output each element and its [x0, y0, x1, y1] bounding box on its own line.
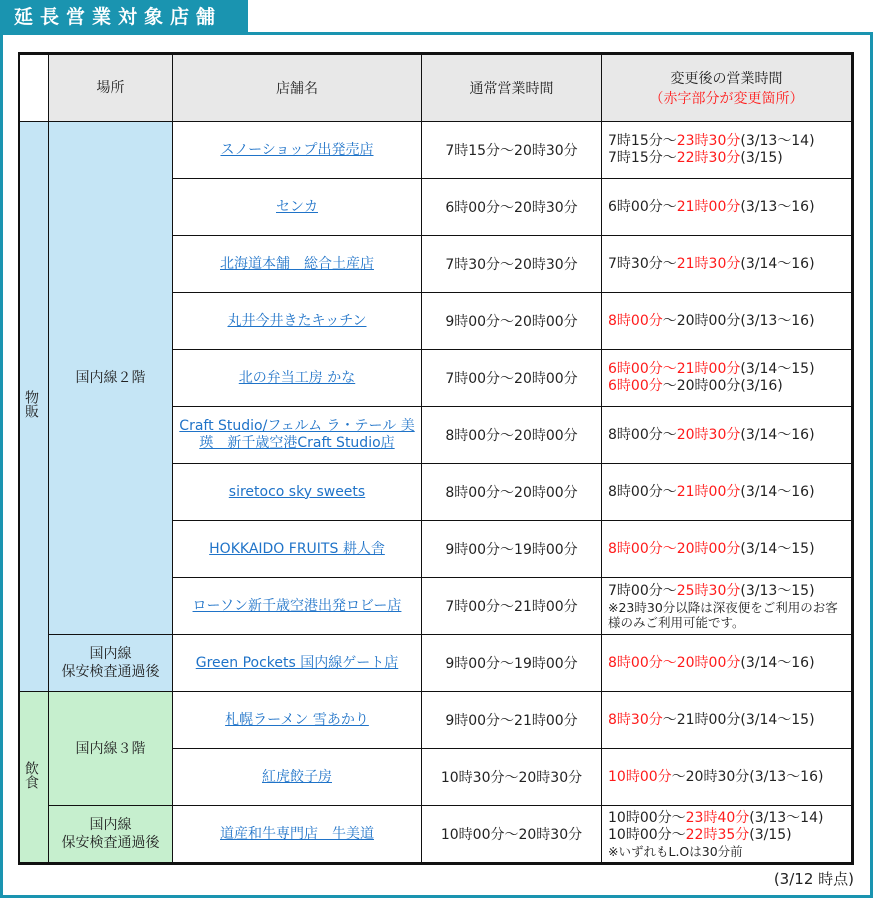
time-segment: 7時00分～: [608, 582, 677, 599]
changed-hours-line: [608, 361, 849, 378]
time-segment: ～20時00分(3/13～16): [662, 312, 815, 329]
changed-hours-line: [608, 484, 849, 501]
shop-link[interactable]: センカ: [276, 198, 318, 215]
time-segment: ～20時00分(3/16): [662, 378, 783, 394]
shop-link[interactable]: ローソン新千歳空港出発ロビー店: [192, 597, 402, 614]
category-label: 飲食: [23, 760, 39, 789]
header-normal-hours: 通常営業時間: [422, 54, 602, 122]
shop-link[interactable]: 丸井今井きたキッチン: [227, 312, 367, 329]
header-category: [19, 54, 49, 122]
table-body: [19, 122, 853, 864]
normal-hours: 7時15分～20時30分: [422, 122, 602, 179]
changed-hours-cell: [602, 293, 853, 350]
time-segment: 6時00分～: [608, 198, 677, 215]
shop-link[interactable]: Green Pockets 国内線ゲート店: [195, 654, 399, 671]
shop-link[interactable]: スノーショップ出発売店: [220, 141, 374, 158]
table-header-row: [19, 54, 853, 122]
changed-time-segment: 8時00分: [608, 312, 663, 329]
shop-cell: [173, 122, 422, 179]
shop-cell: [173, 521, 422, 578]
shop-cell: [173, 236, 422, 293]
location-label: 国内線２階: [75, 370, 146, 386]
header-shop: 店舗名: [173, 54, 422, 122]
changed-hours-line: [608, 256, 849, 273]
changed-hours-cell: [602, 236, 853, 293]
time-segment: (3/14～16): [740, 426, 815, 443]
shop-link[interactable]: 道産和牛専門店 牛美道: [220, 825, 374, 842]
header-location: 場所: [49, 54, 173, 122]
shop-cell: [173, 635, 422, 692]
time-segment: (3/14～16): [740, 255, 815, 272]
changed-hours-cell: [602, 179, 853, 236]
location-label: 国内線 保安検査通過後: [61, 646, 160, 680]
section-title: 延長営業対象店舗: [0, 0, 248, 34]
normal-hours: 9時00分～20時00分: [422, 293, 602, 350]
changed-hours-cell: [602, 806, 853, 864]
time-segment: 7時15分～: [608, 133, 677, 149]
normal-hours: 7時30分～20時30分: [422, 236, 602, 293]
time-segment: 10時00分～: [608, 809, 686, 826]
extended-hours-table: [18, 52, 854, 865]
changed-hours-cell: [602, 464, 853, 521]
time-segment: ～21時00分(3/14～15): [662, 711, 815, 728]
changed-hours-cell: [602, 635, 853, 692]
hours-note: ※23時30分以降は深夜便をご利用のお客様のみご利用可能です。: [608, 599, 838, 630]
category-label: 物販: [23, 390, 39, 418]
changed-hours-cell: [602, 407, 853, 464]
shop-link[interactable]: 北の弁当工房 かな: [238, 369, 356, 386]
changed-time-segment: 21時00分: [676, 198, 741, 215]
shop-cell: [173, 464, 422, 521]
shop-cell: [173, 407, 422, 464]
time-segment: (3/13～15): [740, 582, 815, 599]
changed-time-segment: 6時00分: [608, 378, 663, 394]
location-cell: [49, 692, 173, 806]
changed-hours-line: [608, 769, 849, 786]
normal-hours: 10時30分～20時30分: [422, 749, 602, 806]
changed-time-segment: 8時00分～20時00分: [608, 654, 741, 671]
shop-link[interactable]: 札幌ラーメン 雪あかり: [225, 711, 369, 728]
shop-cell: [173, 293, 422, 350]
shop-link[interactable]: 紅虎餃子房: [262, 768, 332, 785]
changed-time-segment: 8時30分: [608, 711, 663, 728]
changed-hours-line: [608, 827, 849, 844]
time-segment: (3/15): [740, 150, 783, 166]
time-segment: ～20時30分(3/13～16): [671, 768, 824, 785]
changed-hours-line: [608, 150, 849, 167]
changed-hours-line: [608, 199, 849, 216]
changed-time-segment: 23時40分: [685, 809, 750, 826]
location-cell: [49, 806, 173, 864]
normal-hours: 6時00分～20時30分: [422, 179, 602, 236]
changed-time-segment: 25時30分: [676, 582, 741, 599]
header-changed-note: （赤字部分が変更箇所）: [649, 91, 804, 107]
changed-hours-line: [608, 810, 849, 827]
shop-cell: [173, 806, 422, 864]
changed-hours-line: [608, 313, 849, 330]
shop-link[interactable]: 北海道本舗 総合土産店: [220, 255, 374, 272]
as-of-note: (3/12 時点): [773, 870, 854, 888]
time-segment: (3/13～14): [740, 133, 815, 149]
changed-hours-cell: [602, 749, 853, 806]
category-cell: [19, 692, 49, 864]
header-changed-hours: [602, 54, 853, 122]
location-cell: [49, 635, 173, 692]
hours-note: ※いずれもL.Oは30分前: [608, 843, 743, 859]
changed-hours-cell: [602, 350, 853, 407]
changed-time-segment: 6時00分～21時00分: [608, 361, 741, 377]
time-segment: 8時00分～: [608, 426, 677, 443]
changed-hours-line: [608, 133, 849, 150]
changed-time-segment: 21時00分: [676, 483, 741, 500]
time-segment: (3/14～16): [740, 483, 815, 500]
location-label: 国内線 保安検査通過後: [61, 817, 160, 851]
shop-cell: [173, 749, 422, 806]
changed-hours-line: [608, 583, 849, 600]
shop-cell: [173, 179, 422, 236]
shop-link[interactable]: Craft Studio/フェルム ラ・テール 美瑛 新千歳空港Craft Studio店: [179, 418, 415, 451]
shop-link[interactable]: siretoco sky sweets: [228, 483, 366, 500]
time-segment: (3/13～16): [740, 198, 815, 215]
changed-hours-cell: [602, 692, 853, 749]
normal-hours: 10時00分～20時30分: [422, 806, 602, 864]
changed-hours-line: [608, 712, 849, 729]
normal-hours: 7時00分～21時00分: [422, 578, 602, 635]
changed-time-segment: 8時00分～20時00分: [608, 540, 741, 557]
time-segment: (3/14～15): [740, 361, 815, 377]
changed-time-segment: 21時30分: [676, 255, 741, 272]
location-label: 国内線３階: [75, 740, 146, 757]
time-segment: 7時15分～: [608, 150, 677, 166]
time-segment: (3/13～14): [749, 809, 824, 826]
table-row: [19, 122, 853, 179]
normal-hours: 8時00分～20時00分: [422, 407, 602, 464]
changed-hours-line: [608, 427, 849, 444]
normal-hours: 7時00分～20時00分: [422, 350, 602, 407]
changed-hours-cell: [602, 122, 853, 179]
time-segment: (3/15): [749, 826, 792, 843]
time-segment: 7時30分～: [608, 255, 677, 272]
header-changed-title: 変更後の営業時間: [670, 71, 783, 87]
changed-time-segment: 22時30分: [676, 150, 741, 166]
changed-hours-cell: [602, 521, 853, 578]
shop-cell: [173, 692, 422, 749]
normal-hours: 9時00分～21時00分: [422, 692, 602, 749]
changed-time-segment: 10時00分: [608, 768, 672, 785]
time-segment: 10時00分～: [608, 826, 686, 843]
changed-hours-line: [608, 655, 849, 672]
changed-hours-cell: [602, 578, 853, 635]
normal-hours: 9時00分～19時00分: [422, 521, 602, 578]
time-segment: 8時00分～: [608, 483, 677, 500]
normal-hours: 9時00分～19時00分: [422, 635, 602, 692]
normal-hours: 8時00分～20時00分: [422, 464, 602, 521]
category-cell: [19, 122, 49, 692]
table-row: [19, 692, 853, 749]
table-row: [19, 806, 853, 864]
time-segment: (3/14～15): [740, 540, 815, 557]
changed-time-segment: 22時35分: [685, 826, 750, 843]
changed-hours-line: [608, 378, 849, 395]
table-row: [19, 635, 853, 692]
shop-cell: [173, 350, 422, 407]
shop-link[interactable]: HOKKAIDO FRUITS 耕人舎: [209, 540, 385, 557]
changed-hours-line: [608, 541, 849, 558]
shop-cell: [173, 578, 422, 635]
changed-time-segment: 23時30分: [676, 133, 741, 149]
changed-time-segment: 20時30分: [676, 426, 741, 443]
time-segment: (3/14～16): [740, 654, 815, 671]
location-cell: [49, 122, 173, 635]
